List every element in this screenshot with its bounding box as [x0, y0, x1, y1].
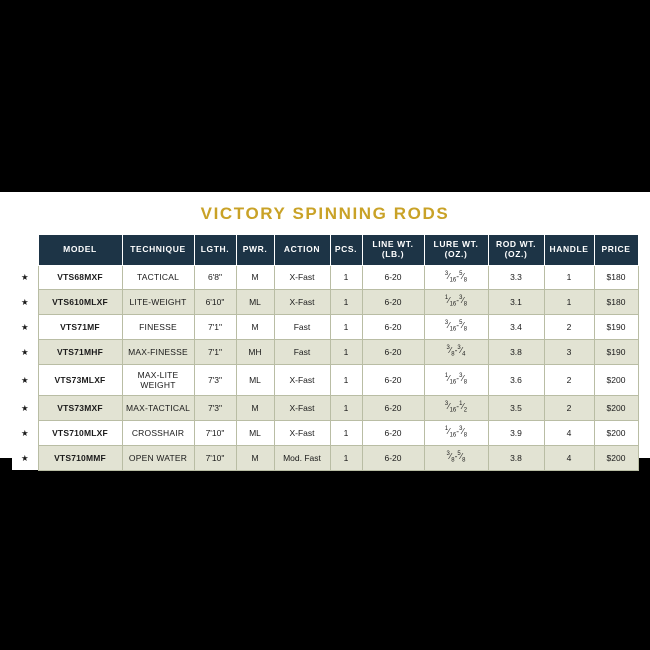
- cell-lure-weight: $^3⁄_8-^3⁄_4$: [424, 340, 488, 365]
- cell-model: VTS73MXF: [38, 396, 122, 421]
- cell-model: VTS610MLXF: [38, 290, 122, 315]
- cell-pieces: 1: [330, 396, 362, 421]
- table-row[interactable]: [12, 396, 638, 421]
- cell-handle: 2: [544, 364, 594, 395]
- cell-line-weight: 6-20: [362, 265, 424, 290]
- cell-pieces: 1: [330, 421, 362, 446]
- cell-action: X-Fast: [274, 290, 330, 315]
- column-header-line-weight: LINE WT. (LB.): [362, 235, 424, 266]
- cell-rod-weight: 3.1: [488, 290, 544, 315]
- cell-rod-weight: 3.5: [488, 396, 544, 421]
- cell-power: ML: [236, 421, 274, 446]
- cell-length: 7'10": [194, 445, 236, 470]
- spec-panel: [0, 192, 650, 464]
- cell-handle: 2: [544, 315, 594, 340]
- cell-power: M: [236, 445, 274, 470]
- cell-pieces: 1: [330, 364, 362, 395]
- cell-pieces: 1: [330, 315, 362, 340]
- cell-action: Fast: [274, 315, 330, 340]
- cell-lure-weight: $^3⁄_8-^5⁄_8$: [424, 445, 488, 470]
- cell-handle: 1: [544, 265, 594, 290]
- star-icon: ★: [12, 290, 38, 315]
- star-icon: ★: [12, 421, 38, 446]
- column-header-power: PWR.: [236, 235, 274, 266]
- cell-action: X-Fast: [274, 265, 330, 290]
- cell-price: $180: [594, 290, 638, 315]
- star-icon: ★: [12, 265, 38, 290]
- cell-line-weight: 6-20: [362, 445, 424, 470]
- cell-power: M: [236, 315, 274, 340]
- cell-rod-weight: 3.8: [488, 445, 544, 470]
- column-header-technique: TECHNIQUE: [122, 235, 194, 266]
- cell-rod-weight: 3.6: [488, 364, 544, 395]
- rod-spec-table: [12, 234, 639, 471]
- cell-line-weight: 6-20: [362, 364, 424, 395]
- cell-line-weight: 6-20: [362, 315, 424, 340]
- cell-action: Fast: [274, 340, 330, 365]
- cell-price: $200: [594, 396, 638, 421]
- cell-technique: CROSSHAIR: [122, 421, 194, 446]
- column-header-rod-weight: ROD WT. (OZ.): [488, 235, 544, 266]
- cell-length: 6'10": [194, 290, 236, 315]
- cell-price: $200: [594, 364, 638, 395]
- cell-action: Mod. Fast: [274, 445, 330, 470]
- cell-length: 7'3": [194, 396, 236, 421]
- star-icon: ★: [12, 315, 38, 340]
- cell-price: $190: [594, 315, 638, 340]
- cell-rod-weight: 3.3: [488, 265, 544, 290]
- cell-power: M: [236, 265, 274, 290]
- cell-price: $180: [594, 265, 638, 290]
- cell-power: ML: [236, 364, 274, 395]
- table-row[interactable]: [12, 265, 638, 290]
- cell-length: 7'3": [194, 364, 236, 395]
- cell-model: VTS73MLXF: [38, 364, 122, 395]
- cell-action: X-Fast: [274, 421, 330, 446]
- cell-lure-weight: $^1⁄_{16}-^3⁄_8$: [424, 421, 488, 446]
- cell-technique: FINESSE: [122, 315, 194, 340]
- table-row[interactable]: [12, 315, 638, 340]
- table-row[interactable]: [12, 445, 638, 470]
- column-header-lure-weight: LURE WT. (OZ.): [424, 235, 488, 266]
- star-icon: ★: [12, 340, 38, 365]
- cell-rod-weight: 3.8: [488, 340, 544, 365]
- cell-power: MH: [236, 340, 274, 365]
- cell-technique: LITE-WEIGHT: [122, 290, 194, 315]
- cell-line-weight: 6-20: [362, 290, 424, 315]
- column-header-handle: HANDLE: [544, 235, 594, 266]
- cell-power: M: [236, 396, 274, 421]
- cell-lure-weight: $^3⁄_{16}-^1⁄_2$: [424, 396, 488, 421]
- cell-lure-weight: $^1⁄_{16}-^3⁄_8$: [424, 290, 488, 315]
- table-row[interactable]: [12, 340, 638, 365]
- table-row[interactable]: [12, 364, 638, 395]
- cell-technique: MAX-FINESSE: [122, 340, 194, 365]
- page-title: VICTORY SPINNING RODS: [200, 204, 450, 223]
- table-row[interactable]: [12, 290, 638, 315]
- cell-model: VTS71MHF: [38, 340, 122, 365]
- cell-handle: 2: [544, 396, 594, 421]
- cell-technique: TACTICAL: [122, 265, 194, 290]
- cell-length: 7'1": [194, 340, 236, 365]
- cell-rod-weight: 3.9: [488, 421, 544, 446]
- star-icon: ★: [12, 364, 38, 395]
- cell-action: X-Fast: [274, 396, 330, 421]
- cell-price: $200: [594, 421, 638, 446]
- header-star-spacer: [12, 235, 38, 266]
- table-container: [0, 234, 650, 471]
- cell-line-weight: 6-20: [362, 340, 424, 365]
- cell-lure-weight: $^3⁄_{16}-^5⁄_8$: [424, 315, 488, 340]
- cell-model: VTS71MF: [38, 315, 122, 340]
- cell-power: ML: [236, 290, 274, 315]
- cell-lure-weight: $^1⁄_{16}-^3⁄_8$: [424, 364, 488, 395]
- column-header-pieces: PCS.: [330, 235, 362, 266]
- star-icon: ★: [12, 396, 38, 421]
- cell-length: 7'1": [194, 315, 236, 340]
- cell-technique: MAX-TACTICAL: [122, 396, 194, 421]
- cell-length: 7'10": [194, 421, 236, 446]
- cell-pieces: 1: [330, 445, 362, 470]
- column-header-action: ACTION: [274, 235, 330, 266]
- table-header-row: [12, 235, 638, 266]
- cell-price: $190: [594, 340, 638, 365]
- cell-pieces: 1: [330, 265, 362, 290]
- cell-line-weight: 6-20: [362, 396, 424, 421]
- cell-model: VTS68MXF: [38, 265, 122, 290]
- cell-handle: 3: [544, 340, 594, 365]
- cell-model: VTS710MLXF: [38, 421, 122, 446]
- cell-line-weight: 6-20: [362, 421, 424, 446]
- cell-handle: 4: [544, 421, 594, 446]
- cell-length: 6'8": [194, 265, 236, 290]
- cell-handle: 1: [544, 290, 594, 315]
- cell-technique: OPEN WATER: [122, 445, 194, 470]
- column-header-length: LGTH.: [194, 235, 236, 266]
- cell-price: $200: [594, 445, 638, 470]
- cell-lure-weight: $^3⁄_{16}-^5⁄_8$: [424, 265, 488, 290]
- star-icon: ★: [12, 445, 38, 470]
- cell-handle: 4: [544, 445, 594, 470]
- cell-action: X-Fast: [274, 364, 330, 395]
- cell-technique: MAX-LITE WEIGHT: [122, 364, 194, 395]
- cell-rod-weight: 3.4: [488, 315, 544, 340]
- cell-pieces: 1: [330, 340, 362, 365]
- column-header-price: PRICE: [594, 235, 638, 266]
- cell-pieces: 1: [330, 290, 362, 315]
- table-body: [12, 265, 638, 470]
- table-row[interactable]: [12, 421, 638, 446]
- column-header-model: MODEL: [38, 235, 122, 266]
- cell-model: VTS710MMF: [38, 445, 122, 470]
